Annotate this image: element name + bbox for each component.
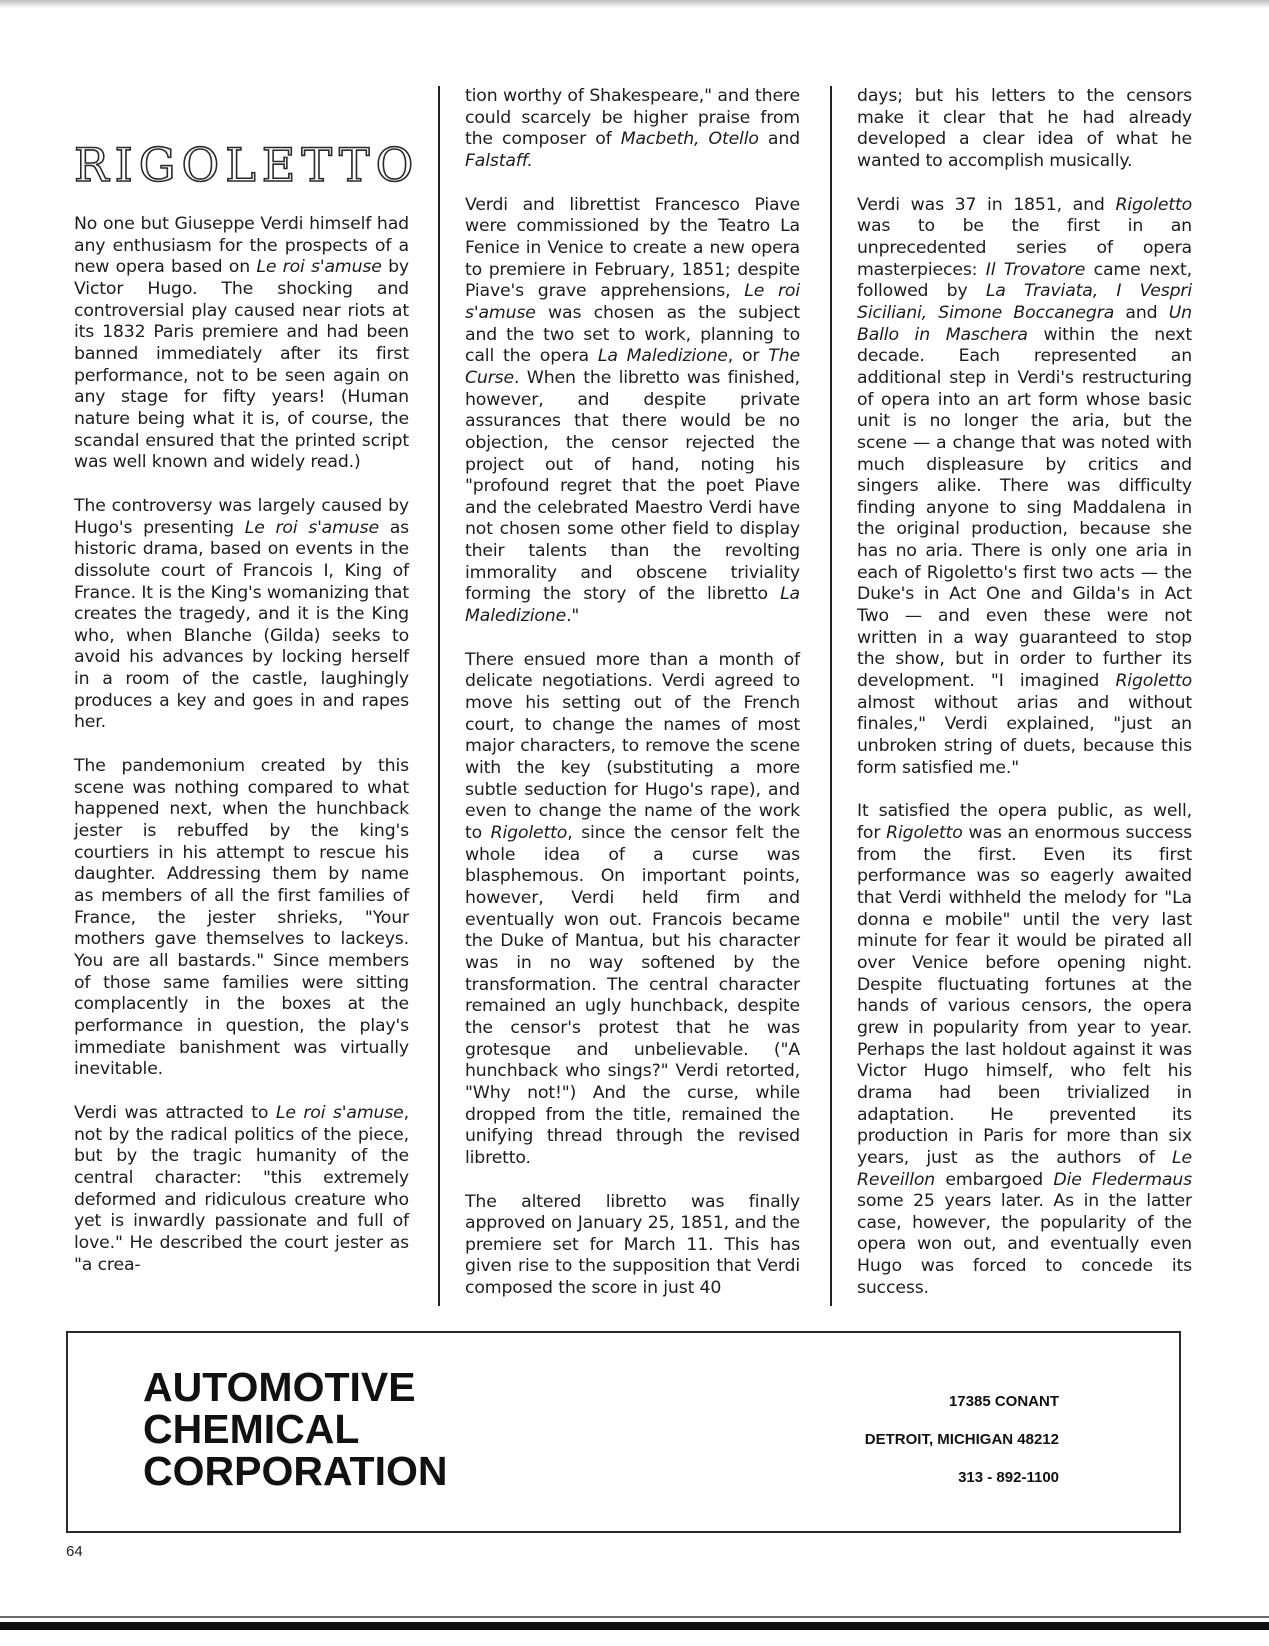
- italic-title-text: Un Ballo in Maschera: [857, 302, 1192, 345]
- paragraph-text: The pandemonium created by this scene was nothing compared to what happened next, when the hunchback jester is rebuffed by the king's courtiers in his attempt to rescue his daughter. Addressing them by name as members of all the first families of France, the jester shrieks, "Your mothers gave themselves to lackeys. You are all bastards." Since members of those same families were sitting complacently in the boxes at the performance in question, the play's immediate banishment was virtually inevitable.: [74, 756, 409, 1080]
- advertiser-address: [865, 1393, 1059, 1507]
- article-column-3: [857, 86, 1192, 1321]
- article-column-1: [74, 214, 409, 1298]
- paragraph-text: within the next decade. Each represented an additional step in Verdi's restructuring of opera into an art form whose basic unit is no longer the aria, but the scene — a change that was noted with much displeasure by critics and singers alike. There was difficulty finding anyone to sing Maddalena in the original production, because she has no aria. There is only one aria in each of Rigoletto's first two acts — the Duke's in Act One and Gilda's in Act Two — and even these were not written in a way guaranteed to stop the show, but in order to further its development. "I imagined: [857, 324, 1192, 692]
- article-paragraph: [74, 496, 409, 734]
- advertiser-name-line: CORPORATION: [143, 1448, 448, 1494]
- italic-title-text: Le Reveillon: [857, 1147, 1192, 1190]
- scan-edge-bottom: [0, 1622, 1269, 1630]
- advertisement-box: [66, 1331, 1181, 1533]
- italic-title-text: Il Trovatore: [985, 259, 1086, 280]
- column-divider: [830, 86, 832, 1306]
- scan-edge-top: [0, 0, 1269, 8]
- paragraph-text: It satisfied the opera public, as well, for: [857, 801, 1192, 843]
- paragraph-text: some 25 years later. As in the latter case, however, the popularity of the opera won out, and eventually even Hugo was forced to concede its success.: [857, 1191, 1192, 1298]
- advertiser-city: DETROIT, MICHIGAN 48212: [864, 1431, 1059, 1448]
- scan-edge-line: [0, 1616, 1269, 1618]
- italic-title-text: The Curse: [465, 346, 800, 388]
- article-paragraph: [465, 195, 800, 628]
- italic-title-text: Le roi s'amuse: [256, 257, 382, 278]
- paragraph-text: There ensued more than a month of delicate negotiations. Verdi agreed to move his setting out of the French court, to change the names of most major characters, to remove the scene with the key (substituting a more subtle seduction for Hugo's rape), and even to change the name of the work to: [465, 649, 800, 843]
- paragraph-text: by Victor Hugo. The shocking and controversial play caused near riots at its 1832 Paris premiere and had been banned immediately after its first performance, not to be seen again on any stage for fifty years! (Human nature being what it is, of course, the scandal ensured that the printed script was well known and widely read.): [74, 257, 409, 473]
- italic-title-text: Rigoletto: [490, 823, 568, 843]
- advertiser-street: 17385 CONANT: [948, 1393, 1059, 1410]
- article-paragraph: [857, 801, 1192, 1299]
- italic-title-text: Le roi s'amuse: [275, 1102, 404, 1123]
- page-number: 64: [66, 1543, 83, 1560]
- italic-title-text: Rigoletto: [1115, 671, 1192, 692]
- column-divider: [438, 86, 440, 1306]
- article-paragraph: [857, 195, 1192, 780]
- italic-title-text: La Maledizione: [597, 346, 728, 367]
- article-column-2: [465, 86, 800, 1322]
- paragraph-text: The altered libretto was finally approved on January 25, 1851, and the premiere set for March 11. This has given rise to the supposition that Verdi composed the score in just 40: [465, 1191, 800, 1299]
- italic-title-text: Rigoletto: [1115, 194, 1192, 215]
- article-title: RIGOLETTO: [74, 138, 420, 192]
- advertiser-name: [143, 1366, 447, 1492]
- paragraph-text: , since the censor felt the whole idea of a curse was blasphemous. On important points, however, Verdi held firm and eventually won out. Francois became the Duke of Mantua, but his character was in no way softened by the transformation. The central character remained an ugly hunchback, despite the censor's protest that he was grotesque and unbelievable. ("A hunchback who sings?" Verdi retorted, "Why not!") And the curse, while dropped from the title, remained the unifying thread through the revised libretto.: [465, 823, 800, 1168]
- article-paragraph: [465, 86, 800, 173]
- paragraph-text: and: [758, 129, 800, 150]
- paragraph-text: , or: [727, 346, 769, 367]
- paragraph-text: was chosen as the subject and the two set to work, planning to call the opera: [465, 302, 800, 367]
- paragraph-text: . When the libretto was finished, however, and despite private assurances that there would be no objection, the censor rejected the project out of hand, noting his "profound regret that the poet Piave and the celebrated Maestro Verdi have not chosen some other field to display their talents than the revolting immorality and obscene triviality forming the story of the libretto: [465, 367, 800, 605]
- paragraph-text: was to be the first in an unprecedented series of opera masterpieces:: [857, 216, 1192, 280]
- paragraph-text: embargoed: [935, 1169, 1054, 1190]
- advertiser-phone: 313 - 892-1100: [958, 1469, 1059, 1486]
- advertiser-name-line: AUTOMOTIVE: [143, 1364, 416, 1410]
- italic-title-text: La Maledizione: [465, 584, 800, 627]
- article-paragraph: [74, 1103, 409, 1276]
- paragraph-text: almost without arias and without finales," Verdi explained, "just an unbroken string of duets, because this form satisfied me.": [857, 692, 1192, 778]
- italic-title-text: Die Fledermaus: [1053, 1169, 1193, 1190]
- italic-title-text: Le roi s'amuse: [465, 281, 800, 323]
- article-paragraph: [74, 756, 409, 1081]
- paragraph-text: .": [566, 606, 580, 627]
- paragraph-text: The controversy was largely caused by Hugo's presenting: [74, 495, 409, 538]
- paragraph-text: days; but his letters to the censors make it clear that he had already developed a clear idea of what he wanted to accomplish musically.: [857, 86, 1192, 171]
- article-paragraph: [465, 1192, 800, 1300]
- paragraph-text: , not by the radical politics of the piece, but by the tragic humanity of the central character: "this extremely deformed and ridiculous creature who yet is inwardly passionate and full of love." He described the court jester as "a crea-: [74, 1102, 409, 1275]
- article-paragraph: [74, 214, 409, 474]
- article-paragraph: [465, 650, 800, 1170]
- advertiser-name-line: CHEMICAL: [143, 1406, 360, 1452]
- paragraph-text: was an enormous success from the first. Even its first performance was so eagerly awaited that Verdi withheld the melody for "La donna e mobile" until the very last minute for fear it would be pirated all over Venice before opening night. Despite fluctuating fortunes at the hands of various censors, the opera grew in popularity from year to year. Perhaps the last holdout against it was Victor Hugo himself, who felt his drama had been trivialized in adaptation. He prevented its production in Paris for more than six years, just as the authors of: [857, 823, 1193, 1168]
- italic-title-text: Macbeth, Otello: [620, 129, 759, 150]
- paragraph-text: as historic drama, based on events in the dissolute court of Francois I, King of France. It is the King's womanizing that creates the tragedy, and it is the King who, when Blanche (Gilda) seeks to avoid his advances by locking herself in a room of the castle, laughingly produces a key and goes in and rapes her.: [74, 517, 409, 733]
- italic-title-text: Rigoletto: [886, 823, 963, 843]
- paragraph-text: Verdi was attracted to: [74, 1102, 276, 1123]
- paragraph-text: Verdi and librettist Francesco Piave were commissioned by the Teatro La Fenice in Venice to create a new opera to premiere in February, 1851; despite Piave's grave apprehensions,: [465, 194, 800, 302]
- paragraph-text: tion worthy of Shakespeare," and there could scarcely be higher praise from the composer of: [465, 86, 800, 150]
- italic-title-text: Falstaff.: [465, 150, 533, 171]
- article-paragraph: [857, 86, 1192, 173]
- paragraph-text: came next, followed by: [857, 259, 1193, 302]
- paragraph-text: Verdi was 37 in 1851, and: [857, 194, 1116, 215]
- italic-title-text: Le roi s'amuse: [244, 517, 379, 538]
- paragraph-text: No one but Giuseppe Verdi himself had any enthusiasm for the prospects of a new opera based on: [74, 214, 409, 278]
- paragraph-text: and: [1114, 302, 1169, 323]
- italic-title-text: La Traviata, I Vespri Siciliani, Simone Boccanegra: [857, 281, 1192, 323]
